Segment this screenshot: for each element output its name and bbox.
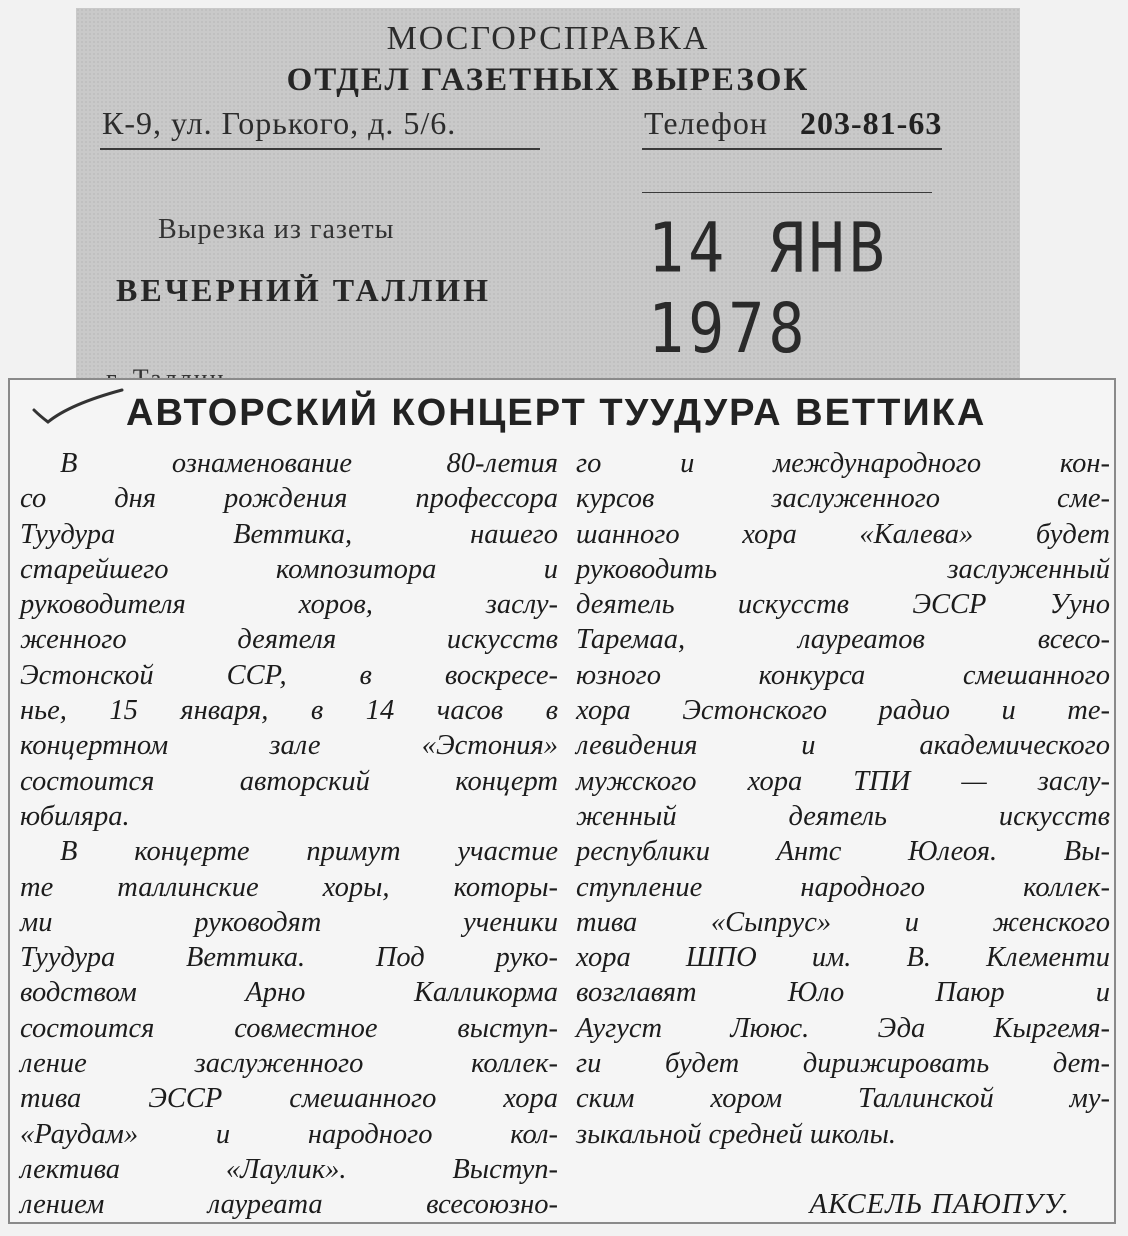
- article-line: старейшего композитора и: [20, 553, 558, 585]
- article-line: зыкальной средней школы.: [576, 1118, 897, 1150]
- article-line: руководителя хоров, заслу-: [20, 589, 558, 621]
- article-line: состоится совместное выступ-: [20, 1012, 558, 1044]
- phone-number: 203-81-63: [800, 105, 943, 141]
- article-line: состоится авторский концерт: [20, 765, 558, 797]
- article-line: В ознаменование 80-летия: [60, 448, 558, 479]
- article-line: женный деятель искусств: [576, 800, 1110, 832]
- department-name: ОТДЕЛ ГАЗЕТНЫХ ВЫРЕЗОК: [286, 62, 810, 98]
- article-line: республики Антс Юлеоя. Вы-: [576, 836, 1110, 868]
- article-line: тива ЭССР смешанного хора: [20, 1083, 558, 1115]
- article-line: ги будет дирижировать дет-: [576, 1048, 1110, 1080]
- bureau-address: К-9, ул. Горького, д. 5/6.: [102, 105, 457, 141]
- newspaper-name: ВЕЧЕРНИЙ ТАЛЛИН: [116, 272, 492, 308]
- check-mark-icon: [30, 386, 126, 430]
- date-field-line: [642, 192, 932, 193]
- article-line: ми руководят ученики: [20, 906, 558, 938]
- article-line: Эстонской ССР, в воскресе-: [20, 659, 558, 691]
- article-author: АКСЕЛЬ ПАЮПУУ.: [809, 1189, 1070, 1221]
- article-line: левидения и академического: [576, 730, 1110, 762]
- article-line: шанного хора «Калева» будет: [576, 518, 1110, 550]
- phone-label: Телефон: [644, 105, 768, 141]
- article-line: «Раудам» и народного кол-: [20, 1118, 558, 1150]
- article-line: Таремаа, лауреатов всесо-: [576, 624, 1110, 656]
- article-line: го и международного кон-: [576, 448, 1110, 479]
- article-line: те таллинские хоры, которы-: [20, 871, 558, 903]
- article-line: Туудура Веттика. Под руко-: [20, 942, 558, 974]
- article-line: деятель искусств ЭССР Ууно: [576, 589, 1110, 621]
- article-left-column: [20, 446, 558, 1223]
- bureau-name: МОСГОРСПРАВКА: [386, 20, 710, 57]
- article-line: Туудура Веттика, нашего: [20, 518, 558, 550]
- article-right-column: [576, 446, 1110, 1223]
- article-line: водством Арно Калликорма: [20, 977, 558, 1009]
- article-spacer: [576, 1152, 1110, 1187]
- article-line: со дня рождения профессора: [20, 483, 558, 515]
- phone-underline: [642, 148, 942, 150]
- article-line: нье, 15 января, в 14 часов в: [20, 695, 558, 727]
- article-line: ступление народного коллек-: [576, 871, 1110, 903]
- article-line: Аугуст Лююс. Эда Кыргемя-: [576, 1012, 1110, 1044]
- article-line: юзного конкурса смешанного: [576, 659, 1110, 691]
- date-stamp: 14 ЯНВ 1978: [648, 208, 889, 369]
- article-line: В концерте примут участие: [60, 836, 558, 868]
- article-line: ление заслуженного коллек-: [20, 1048, 558, 1080]
- article-line: лением лауреата всесоюзно-: [20, 1189, 558, 1221]
- article-line: хора ШПО им. В. Клементи: [576, 942, 1110, 974]
- article-line: мужского хора ТПИ — заслу-: [576, 765, 1110, 797]
- clipping-bureau-slip: [76, 8, 1020, 400]
- article-line: женного деятеля искусств: [20, 624, 558, 656]
- article-line: руководить заслуженный: [576, 553, 1110, 585]
- clipping-from-label: Вырезка из газеты: [158, 214, 395, 245]
- article-line: хора Эстонского радио и те-: [576, 695, 1110, 727]
- address-underline: [100, 148, 540, 150]
- article-line: концертном зале «Эстония»: [20, 730, 558, 762]
- article-line: ским хором Таллинской му-: [576, 1083, 1110, 1115]
- article-line: лектива «Лаулик». Выступ-: [20, 1153, 558, 1185]
- article-line: юбиляра.: [20, 800, 130, 832]
- article-line: тива «Сыпрус» и женского: [576, 906, 1110, 938]
- article-line: возглавят Юло Паюр и: [576, 977, 1110, 1009]
- article-title: АВТОРСКИЙ КОНЦЕРТ ТУУДУРА ВЕТТИКА: [126, 392, 987, 434]
- article-line: курсов заслуженного сме-: [576, 483, 1110, 515]
- newspaper-clipping: [8, 378, 1116, 1224]
